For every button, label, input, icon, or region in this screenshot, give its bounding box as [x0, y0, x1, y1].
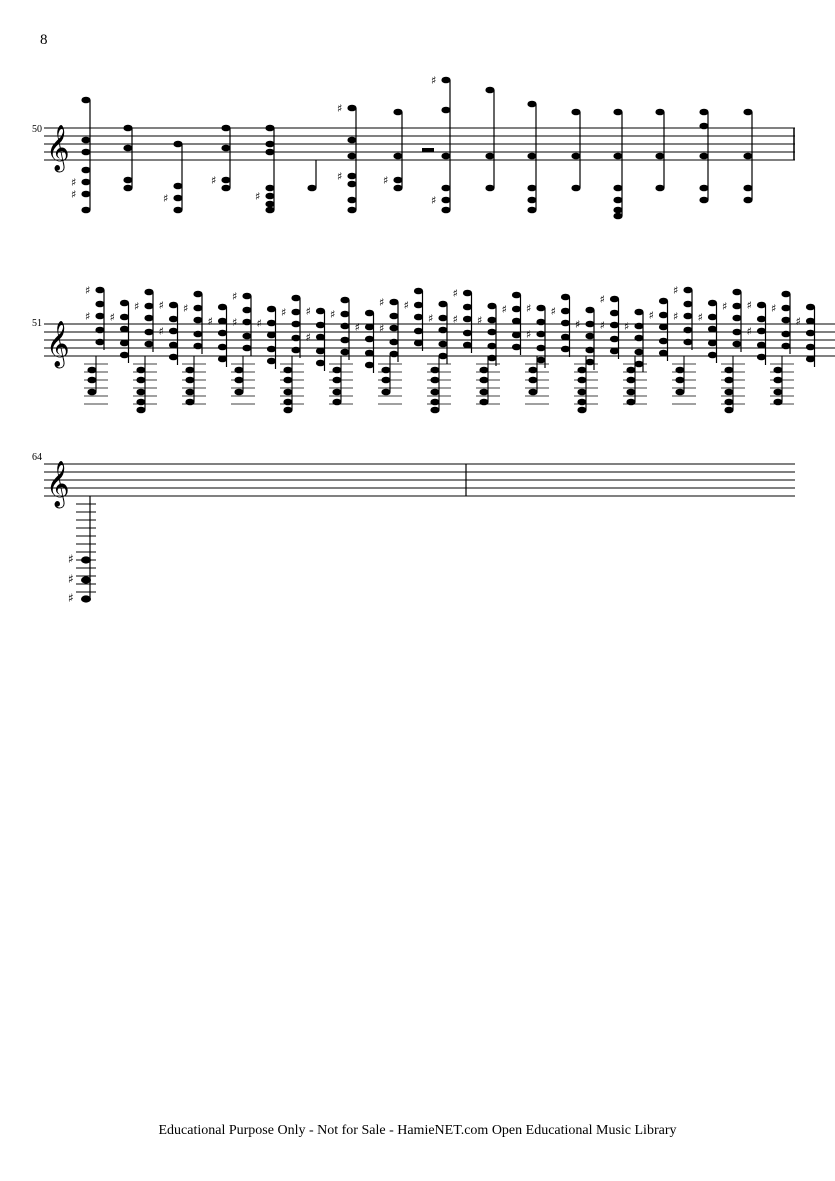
staff-system-2 — [0, 250, 835, 450]
chord — [257, 306, 277, 369]
svg-text:♯: ♯ — [158, 325, 164, 338]
chord — [613, 109, 622, 220]
svg-text:♯: ♯ — [795, 315, 801, 328]
svg-text:♯: ♯ — [722, 300, 728, 313]
svg-text:♯: ♯ — [158, 299, 164, 312]
measure-number-64: 64 — [32, 452, 42, 463]
chord — [183, 291, 203, 354]
chord — [383, 109, 403, 192]
svg-text:♯: ♯ — [379, 296, 385, 309]
svg-text:♯: ♯ — [354, 321, 360, 334]
chord — [255, 125, 275, 214]
half-rest — [422, 148, 434, 152]
svg-text:♯: ♯ — [431, 74, 437, 87]
page-number: 8 — [40, 32, 48, 48]
svg-text:♯: ♯ — [431, 194, 437, 207]
treble-clef-icon — [46, 461, 70, 509]
svg-text:♯: ♯ — [428, 312, 434, 325]
svg-text:♯: ♯ — [379, 322, 385, 335]
chord — [232, 290, 252, 356]
chord — [211, 125, 231, 192]
svg-text:♯: ♯ — [68, 572, 74, 586]
chord — [571, 109, 580, 192]
svg-text:♯: ♯ — [163, 192, 169, 205]
svg-text:♯: ♯ — [85, 310, 91, 323]
svg-text:♯: ♯ — [550, 305, 556, 318]
svg-text:♯: ♯ — [477, 314, 483, 327]
svg-text:♯: ♯ — [330, 308, 336, 321]
svg-text:♯: ♯ — [624, 320, 630, 333]
svg-text:♯: ♯ — [255, 190, 261, 203]
chord — [796, 304, 816, 367]
svg-text:♯: ♯ — [256, 317, 262, 330]
chord — [307, 160, 316, 191]
svg-text:♯: ♯ — [183, 302, 189, 315]
chord — [600, 293, 620, 359]
svg-text:♯: ♯ — [337, 102, 343, 115]
bass-chord — [672, 356, 696, 404]
chord — [526, 302, 546, 368]
chord — [655, 109, 664, 192]
chord — [330, 297, 350, 360]
chord — [771, 291, 791, 354]
bass-chord — [721, 356, 745, 413]
notes-group — [71, 74, 753, 219]
svg-text:♯: ♯ — [109, 311, 115, 324]
chord — [123, 125, 132, 192]
bass-chord — [378, 356, 402, 404]
svg-text:♯: ♯ — [746, 299, 752, 312]
svg-text:♯: ♯ — [71, 176, 77, 189]
svg-text:♯: ♯ — [232, 290, 238, 303]
chord — [485, 87, 494, 192]
low-chord — [68, 496, 96, 605]
bass-chord — [84, 356, 108, 404]
chord — [649, 298, 669, 361]
chord — [698, 300, 718, 363]
chord — [379, 296, 399, 362]
chord — [208, 304, 228, 367]
svg-text:♯: ♯ — [281, 306, 287, 319]
bass-chord — [329, 356, 353, 405]
chord — [502, 292, 522, 355]
svg-text:♯: ♯ — [526, 328, 532, 341]
chord — [281, 295, 301, 358]
svg-text:𝄞: 𝄞 — [46, 321, 70, 367]
svg-text:♯: ♯ — [337, 170, 343, 183]
chord — [134, 289, 154, 352]
chord — [477, 303, 497, 366]
svg-text:♯: ♯ — [452, 287, 458, 300]
svg-text:♯: ♯ — [526, 302, 532, 315]
svg-text:♯: ♯ — [232, 316, 238, 329]
notes-group — [84, 284, 815, 413]
bass-chord — [770, 356, 794, 405]
svg-text:♯: ♯ — [452, 313, 458, 326]
svg-text:♯: ♯ — [599, 293, 605, 306]
svg-text:♯: ♯ — [648, 309, 654, 322]
bass-chord — [182, 356, 206, 405]
chord — [575, 307, 595, 370]
svg-text:𝄞: 𝄞 — [46, 461, 70, 507]
staff-system-3 — [0, 450, 835, 610]
svg-text:♯: ♯ — [305, 305, 311, 318]
svg-text:♯: ♯ — [211, 174, 217, 187]
treble-clef-icon — [46, 125, 70, 173]
bass-chord — [427, 356, 451, 413]
chord — [453, 287, 473, 353]
chord — [743, 109, 752, 204]
chord — [71, 97, 91, 214]
chord — [337, 102, 357, 213]
svg-text:𝄞: 𝄞 — [46, 125, 70, 171]
footer-copyright: Educational Purpose Only - Not for Sale - HamieNET.com Open Educational Music Library — [158, 1123, 677, 1138]
svg-text:♯: ♯ — [771, 302, 777, 315]
chord — [699, 109, 708, 204]
svg-text:♯: ♯ — [68, 552, 74, 566]
svg-text:♯: ♯ — [575, 318, 581, 331]
svg-text:♯: ♯ — [383, 174, 389, 187]
svg-text:♯: ♯ — [85, 284, 91, 297]
svg-text:♯: ♯ — [207, 315, 213, 328]
chord — [355, 310, 375, 373]
staff-system-1 — [0, 60, 835, 260]
chord — [404, 288, 424, 351]
treble-clef-icon — [46, 321, 70, 369]
chord — [722, 289, 742, 352]
measure-number-50: 50 — [32, 124, 42, 135]
svg-text:♯: ♯ — [697, 311, 703, 324]
svg-text:♯: ♯ — [71, 188, 77, 201]
chord — [306, 305, 326, 371]
bass-chord — [231, 356, 255, 404]
svg-text:♯: ♯ — [673, 310, 679, 323]
svg-text:♯: ♯ — [673, 284, 679, 297]
svg-text:♯: ♯ — [134, 300, 140, 313]
svg-text:♯: ♯ — [68, 591, 74, 605]
svg-text:♯: ♯ — [599, 319, 605, 332]
svg-text:♯: ♯ — [746, 325, 752, 338]
bass-chord — [133, 356, 157, 413]
chord — [110, 300, 130, 363]
svg-text:♯: ♯ — [501, 303, 507, 316]
chord — [527, 101, 536, 214]
svg-text:♯: ♯ — [403, 299, 409, 312]
bass-chord — [280, 356, 304, 413]
measure-number-51: 51 — [32, 318, 42, 329]
svg-text:♯: ♯ — [305, 331, 311, 344]
